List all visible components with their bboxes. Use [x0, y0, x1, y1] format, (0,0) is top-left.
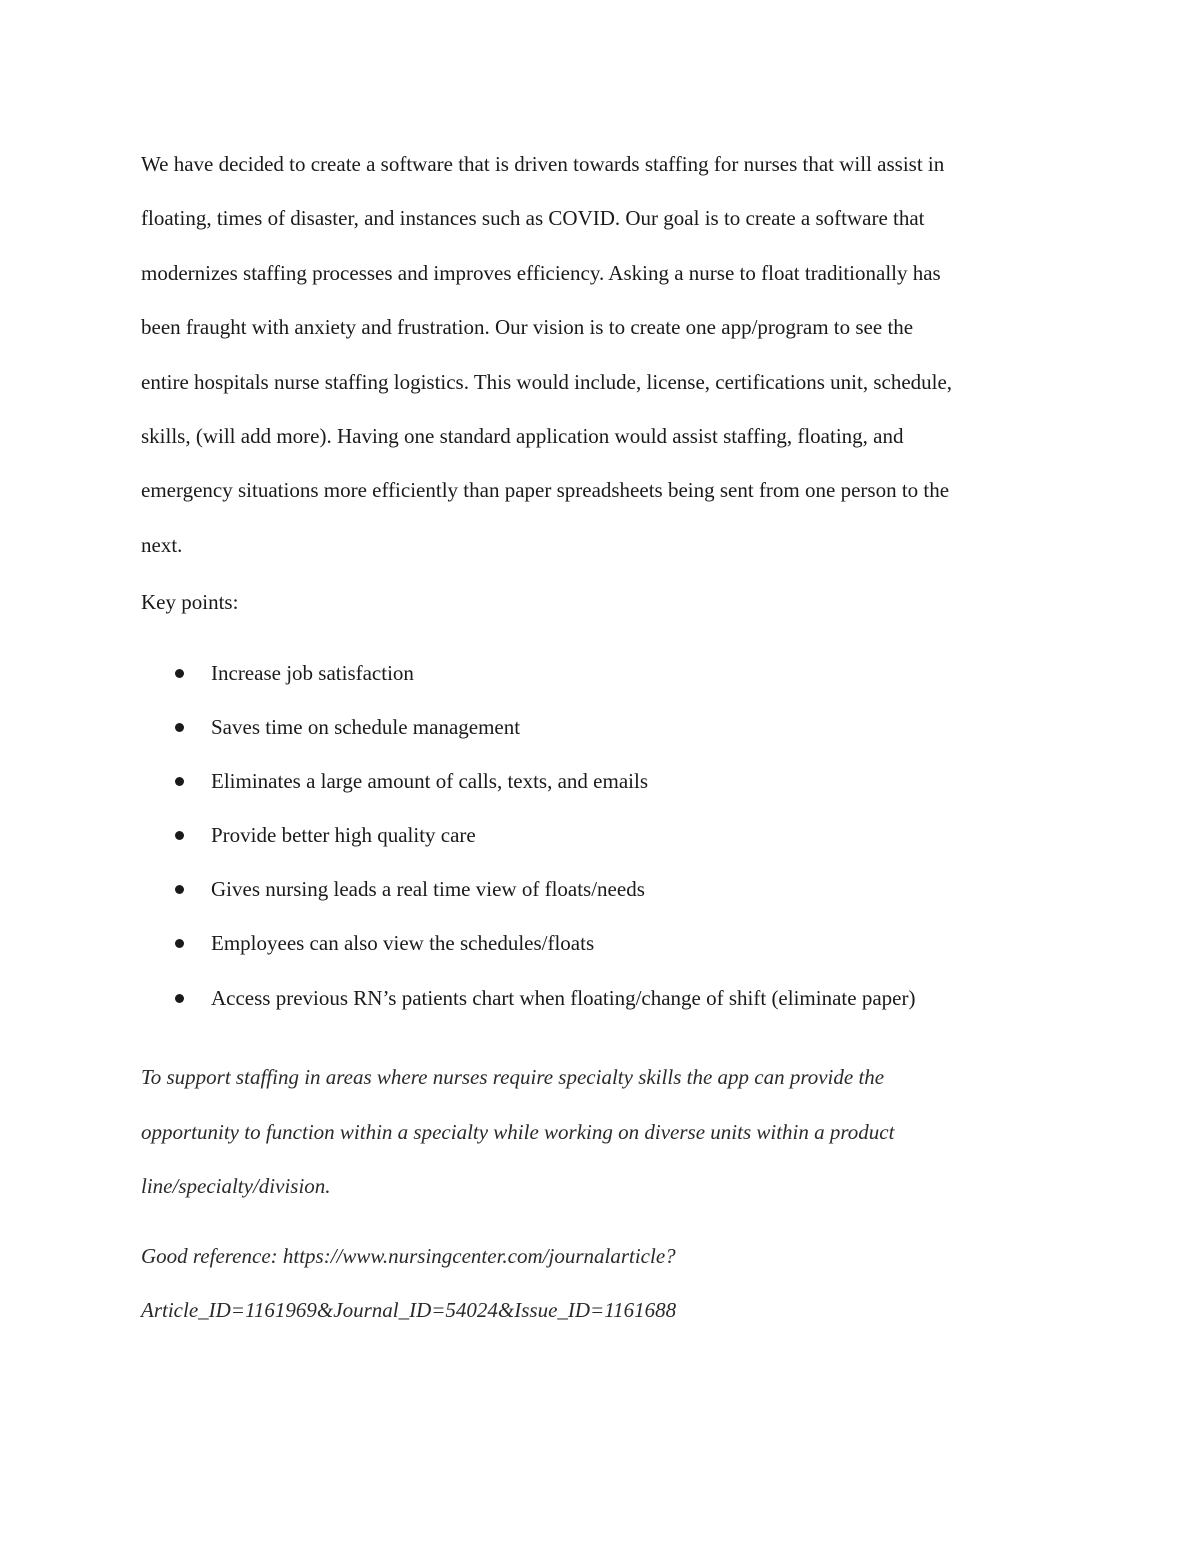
bullet-icon	[175, 723, 184, 732]
list-item	[141, 712, 1061, 766]
list-item	[141, 658, 1061, 712]
intro-paragraph	[141, 137, 1061, 572]
support-line: line/specialty/division.	[141, 1174, 331, 1198]
specialty-support-paragraph	[141, 1050, 1061, 1214]
bullet-icon	[175, 994, 184, 1003]
list-item-text: Employees can also view the schedules/floats	[211, 931, 595, 956]
list-item	[141, 928, 1061, 982]
intro-line: next.	[141, 532, 183, 557]
list-item-text: Gives nursing leads a real time view of floats/needs	[211, 877, 645, 902]
key-points-list	[141, 658, 1061, 1037]
intro-line: modernizes staffing processes and improves efficiency. Asking a nurse to float traditionally has	[141, 260, 941, 285]
list-item	[141, 820, 1061, 874]
bullet-icon	[175, 669, 184, 678]
list-item-text: Eliminates a large amount of calls, texts, and emails	[211, 769, 648, 794]
list-item	[141, 983, 1061, 1037]
list-item-text: Access previous RN’s patients chart when floating/change of shift (eliminate paper)	[211, 985, 916, 1010]
intro-line: floating, times of disaster, and instances such as COVID. Our goal is to create a software that	[141, 206, 925, 231]
key-points-heading: Key points:	[141, 590, 239, 614]
list-item-text: Increase job satisfaction	[211, 661, 414, 685]
intro-line: We have decided to create a software that is driven towards staffing for nurses that will assist in	[141, 152, 945, 176]
list-item-text: Provide better high quality care	[211, 823, 476, 848]
support-line: opportunity to function within a specialty while working on diverse units within a product	[141, 1119, 895, 1144]
intro-line: been fraught with anxiety and frustration. Our vision is to create one app/program to see the	[141, 315, 914, 340]
reference-paragraph	[141, 1229, 1061, 1337]
bullet-icon	[175, 831, 184, 840]
bullet-icon	[175, 777, 184, 786]
support-line: To support staffing in areas where nurses require specialty skills the app can provide the	[141, 1065, 885, 1089]
intro-line: emergency situations more efficiently than paper spreadsheets being sent from one person to the	[141, 478, 950, 503]
reference-line: Article_ID=1161969&Journal_ID=54024&Issue_ID=1161688	[141, 1298, 677, 1322]
reference-line: Good reference: https://www.nursingcenter.com/journalarticle?	[141, 1244, 676, 1268]
bullet-icon	[175, 939, 184, 948]
list-item	[141, 874, 1061, 928]
intro-line: skills, (will add more). Having one standard application would assist staffing, floating, and	[141, 424, 904, 449]
document-page	[141, 137, 1061, 1322]
bullet-icon	[175, 885, 184, 894]
list-item-text: Saves time on schedule management	[211, 715, 521, 740]
intro-line: entire hospitals nurse staffing logistics. This would include, license, certifications unit, schedule,	[141, 369, 953, 394]
list-item	[141, 766, 1061, 820]
